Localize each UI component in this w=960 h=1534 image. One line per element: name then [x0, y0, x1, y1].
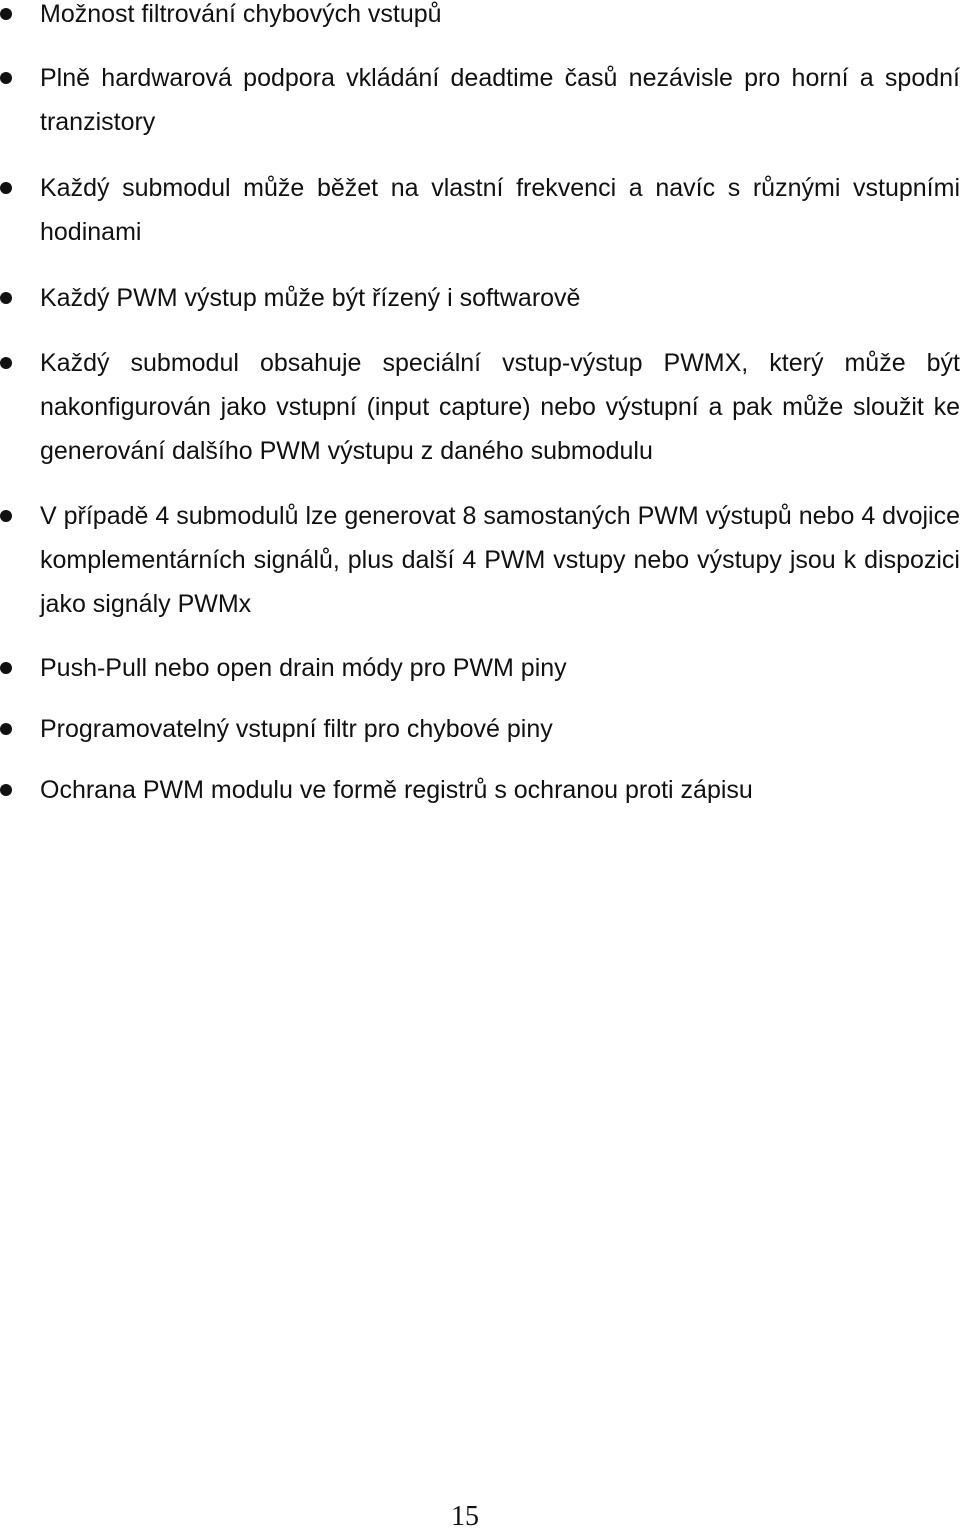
list-item [0, 56, 960, 144]
list-item [0, 276, 960, 320]
bullet-icon [0, 72, 12, 84]
list-item [0, 707, 960, 751]
list-item-text: V případě 4 submodulů lze generovat 8 samostaných PWM výstupů nebo 4 dvojice komplementárních signálů, plus další 4 PWM vstupy nebo výstupy jsou k dispozici jako signály PWMx [40, 502, 960, 618]
list-item [0, 0, 960, 36]
bullet-icon [0, 182, 12, 194]
list-item-text: Programovatelný vstupní filtr pro chybové piny [40, 715, 553, 743]
list-item-text: Každý PWM výstup může být řízený i softwarově [40, 284, 581, 312]
list-item [0, 494, 960, 626]
bullet-icon [0, 662, 12, 674]
list-item-text: Ochrana PWM modulu ve formě registrů s ochranou proti zápisu [40, 776, 753, 804]
bullet-icon [0, 784, 12, 796]
list-item [0, 166, 960, 254]
list-item-text: Push-Pull nebo open drain módy pro PWM piny [40, 654, 567, 682]
bullet-icon [0, 292, 12, 304]
bullet-icon [0, 8, 12, 20]
list-item [0, 646, 960, 690]
bullet-icon [0, 510, 12, 522]
list-item-text: Možnost filtrování chybových vstupů [40, 0, 442, 28]
list-item-text: Plně hardwarová podpora vkládání deadtime časů nezávisle pro horní a spodní tranzistory [40, 64, 960, 136]
bullet-icon [0, 357, 12, 369]
list-item [0, 341, 960, 473]
bullet-icon [0, 723, 12, 735]
page-number: 15 [451, 1501, 479, 1532]
list-item [0, 768, 960, 812]
list-item-text: Každý submodul může běžet na vlastní frekvenci a navíc s různými vstupními hodinami [40, 174, 960, 246]
list-item-text: Každý submodul obsahuje speciální vstup-výstup PWMX, který může být nakonfigurován jako vstupní (input capture) nebo výstupní a pak může sloužit ke generování dalšího PWM výstupu z daného submodulu [40, 349, 960, 465]
